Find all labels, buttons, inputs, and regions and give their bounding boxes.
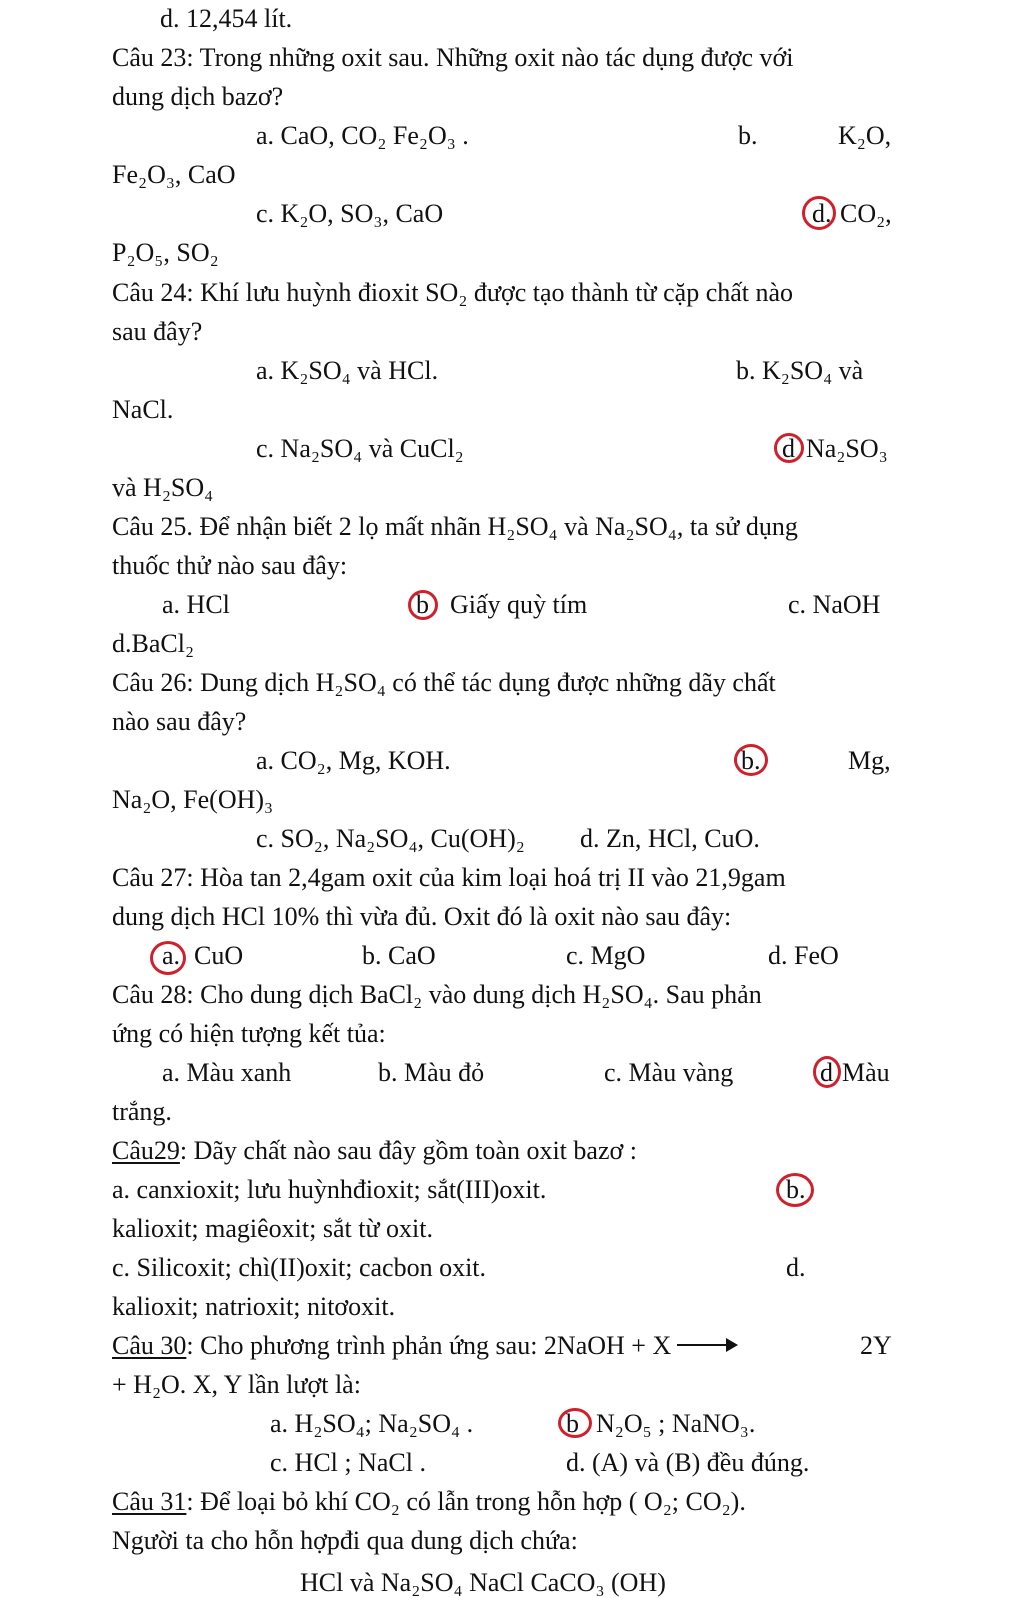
answer-d-q22: d. 12,454 lít.: [160, 4, 293, 33]
q27-option-d: d. FeO: [768, 941, 839, 970]
cropped-next-line: [0, 1568, 1024, 1597]
q24-option-b: b. K₂SO₄ và: [736, 356, 864, 385]
reaction-arrow-icon: [677, 1344, 735, 1346]
question-25-cont: thuốc thử nào sau đây:: [112, 551, 348, 580]
q31-options-cropped: HCl và Na₂SO₄ NaCl CaCO₃ (OH): [300, 1568, 666, 1597]
q28-option-c: c. Màu vàng: [604, 1058, 734, 1087]
q26-option-d: d. Zn, HCl, CuO.: [580, 824, 760, 853]
question-23-cont: dung dịch bazơ?: [112, 82, 284, 111]
q23-option-a: a. CaO, CO₂ Fe₂O₃ .: [256, 121, 469, 150]
question-27: Câu 27: Hòa tan 2,4gam oxit của kim loại hoá trị II vào 21,9gam: [112, 863, 786, 892]
q24-option-c: c. Na₂SO₄ và CuCl₂: [256, 434, 464, 463]
question-25: Câu 25. Để nhận biết 2 lọ mất nhãn H₂SO₄ và Na₂SO₄, ta sử dụng: [112, 512, 798, 541]
q28-option-d-text: Màu: [842, 1058, 890, 1087]
q26-option-b-text: Mg,: [848, 746, 891, 775]
q26-option-a: a. CO₂, Mg, KOH.: [256, 746, 451, 775]
question-31-number: Câu 31: [112, 1487, 187, 1516]
q27-option-b: b. CaO: [362, 941, 436, 970]
q30-option-b-text: N₂O₅ ; NaNO₃.: [596, 1409, 756, 1438]
q28-option-b: b. Màu đỏ: [378, 1058, 485, 1087]
answer-circle-mark: [558, 1408, 592, 1438]
question-30-number: Câu 30: [112, 1331, 187, 1360]
q30-option-d: d. (A) và (B) đều đúng.: [566, 1448, 810, 1477]
question-29-text: : Dãy chất nào sau đây gồm toàn oxit bazơ :: [179, 1136, 637, 1165]
q23-option-d-text: CO₂,: [840, 199, 892, 228]
question-31-cont: Người ta cho hỗn hợpđi qua dung dịch chứa:: [112, 1526, 578, 1555]
question-30: [112, 1331, 739, 1361]
question-26: Câu 26: Dung dịch H₂SO₄ có thể tác dụng được những dãy chất: [112, 668, 776, 697]
q24-option-d-cont: và H₂SO₄: [112, 473, 214, 502]
answer-circle-mark: [150, 941, 186, 975]
q30-option-c: c. HCl ; NaCl .: [270, 1448, 426, 1477]
answer-circle-mark: [813, 1056, 841, 1088]
q30-option-a: a. H₂SO₄; Na₂SO₄ .: [270, 1409, 474, 1438]
answer-circle-mark: [776, 1173, 814, 1207]
question-28: Câu 28: Cho dung dịch BaCl₂ vào dung dịch H₂SO₄. Sau phản: [112, 980, 762, 1009]
q25-option-d: d.BaCl₂: [112, 629, 195, 658]
q24-option-a: a. K₂SO₄ và HCl.: [256, 356, 439, 385]
q27-option-a-text: CuO: [194, 941, 244, 970]
question-26-cont: nào sau đây?: [112, 707, 247, 736]
question-30-cont: + H₂O. X, Y lần lượt là:: [112, 1370, 361, 1399]
question-24: Câu 24: Khí lưu huỳnh đioxit SO₂ được tạo thành từ cặp chất nào: [112, 278, 794, 307]
q27-option-a-label: a.: [162, 941, 181, 970]
q23-option-b-text: K₂O,: [838, 121, 892, 150]
q23-option-d-cont: P₂O₅, SO₂: [112, 238, 219, 267]
answer-circle-mark: [408, 590, 438, 620]
question-31-text: : Để loại bỏ khí CO₂ có lẫn trong hỗn hợp ( O₂; CO₂).: [186, 1487, 746, 1516]
answer-circle-mark: [774, 433, 804, 463]
question-28-cont: ứng có hiện tượng kết tủa:: [112, 1019, 386, 1048]
q26-option-b-label: b.: [741, 746, 761, 775]
question-29: [112, 1136, 637, 1166]
q29-option-d-text: kalioxit; natrioxit; nitơoxit.: [112, 1292, 396, 1321]
question-31: [112, 1487, 746, 1517]
q27-option-c: c. MgO: [566, 941, 646, 970]
q26-option-b-cont: Na₂O, Fe(OH)₃: [112, 785, 274, 814]
q28-option-d-cont: trắng.: [112, 1097, 172, 1126]
q29-option-a: a. canxioxit; lưu huỳnhđioxit; sắt(III)oxit.: [112, 1175, 547, 1204]
q26-option-c: c. SO₂, Na₂SO₄, Cu(OH)₂: [256, 824, 525, 853]
q25-option-a: a. HCl: [162, 590, 230, 619]
q23-option-c: c. K₂O, SO₃, CaO: [256, 199, 444, 228]
q29-option-b-text: kalioxit; magiêoxit; sắt từ oxit.: [112, 1214, 434, 1243]
q24-option-d-text: Na₂SO₃: [806, 434, 888, 463]
question-24-cont: sau đây?: [112, 317, 203, 346]
question-30-text: : Cho phương trình phản ứng sau: 2NaOH + X: [186, 1331, 672, 1360]
q24-option-d-label: d: [782, 434, 795, 463]
q23-option-d-label: d.: [812, 199, 832, 228]
q29-option-d-label: d.: [786, 1253, 806, 1282]
q28-option-d-label: d: [820, 1058, 833, 1087]
q24-option-b-cont: NaCl.: [112, 395, 174, 424]
question-27-cont: dung dịch HCl 10% thì vừa đủ. Oxit đó là oxit nào sau đây:: [112, 902, 732, 931]
q23-option-b-cont: Fe₂O₃, CaO: [112, 160, 236, 189]
q25-option-c: c. NaOH: [788, 590, 881, 619]
q25-option-b-label: b: [416, 590, 429, 619]
q30-option-b-label: b: [566, 1409, 579, 1438]
q28-option-a: a. Màu xanh: [162, 1058, 292, 1087]
q29-option-c: c. Silicoxit; chì(II)oxit; cacbon oxit.: [112, 1253, 487, 1282]
q23-option-b-label: b.: [738, 121, 758, 150]
answer-circle-mark: [734, 744, 768, 776]
question-30-product: 2Y: [860, 1331, 892, 1360]
question-29-number: Câu29: [112, 1136, 180, 1165]
answer-circle-mark: [802, 196, 836, 230]
q25-option-b-text: Giấy quỳ tím: [450, 590, 588, 619]
q29-option-b-label: b.: [786, 1175, 806, 1204]
question-23: Câu 23: Trong những oxit sau. Những oxit nào tác dụng được với: [112, 43, 794, 72]
